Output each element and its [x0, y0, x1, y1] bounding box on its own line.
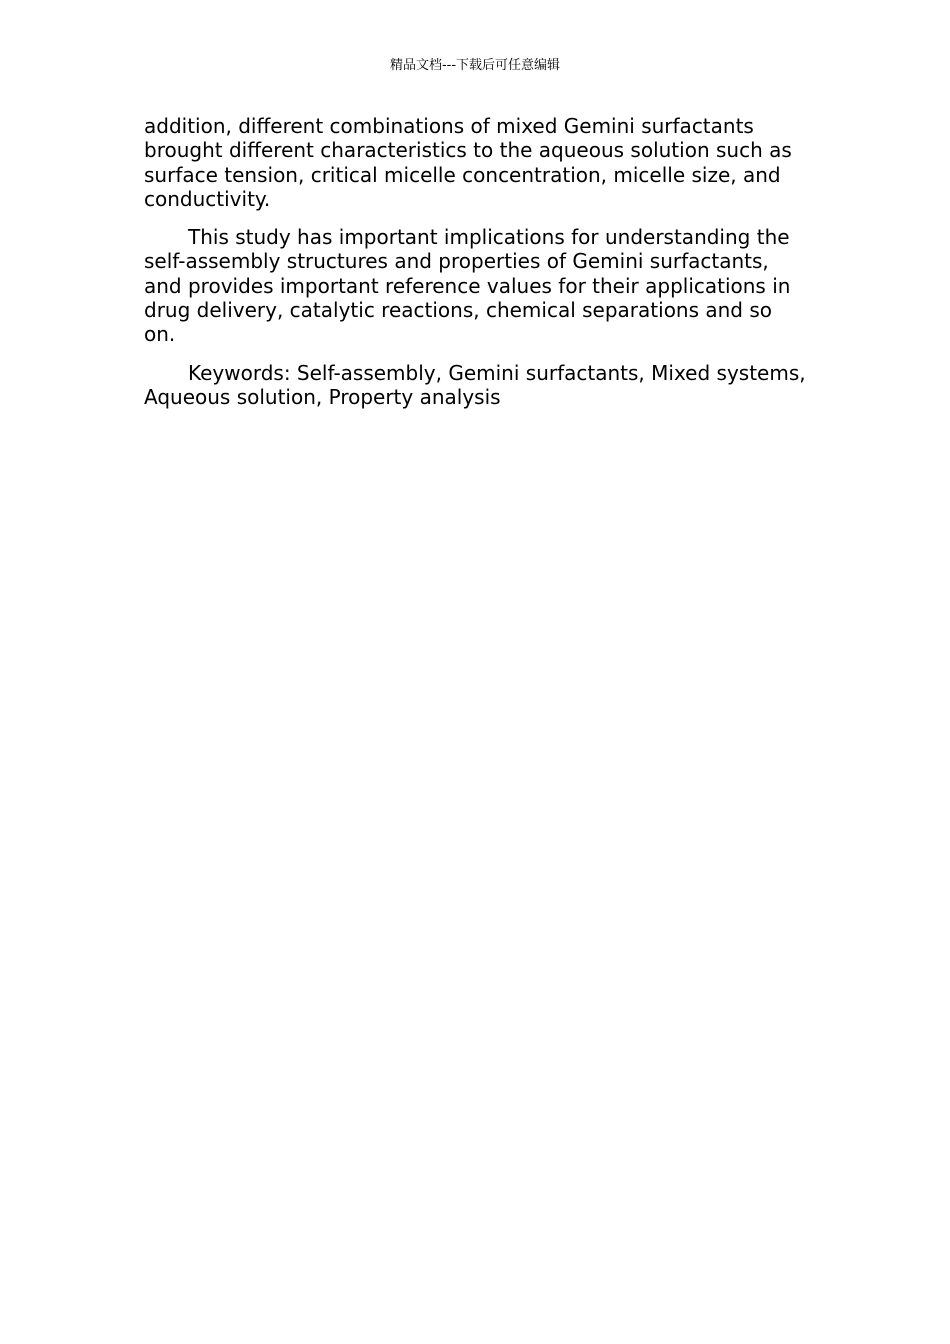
document-body [144, 114, 806, 423]
paragraph-continuation: addition, different combinations of mixed Gemini surfactants brought different characteristics to the aqueous solution such as surface tension, critical micelle concentration, micelle size, and conductivity. [144, 114, 792, 211]
paragraph-implications: This study has important implications for understanding the self-assembly structures and properties of Gemini surfactants, and provides important reference values for their applications in drug delivery, catalytic reactions, chemical separations and so on. [144, 225, 791, 347]
page-header: 精品文档---下载后可任意编辑 [389, 58, 561, 73]
paragraph-keywords: Keywords: Self-assembly, Gemini surfactants, Mixed systems, Aqueous solution, Property analysis [144, 360, 806, 409]
